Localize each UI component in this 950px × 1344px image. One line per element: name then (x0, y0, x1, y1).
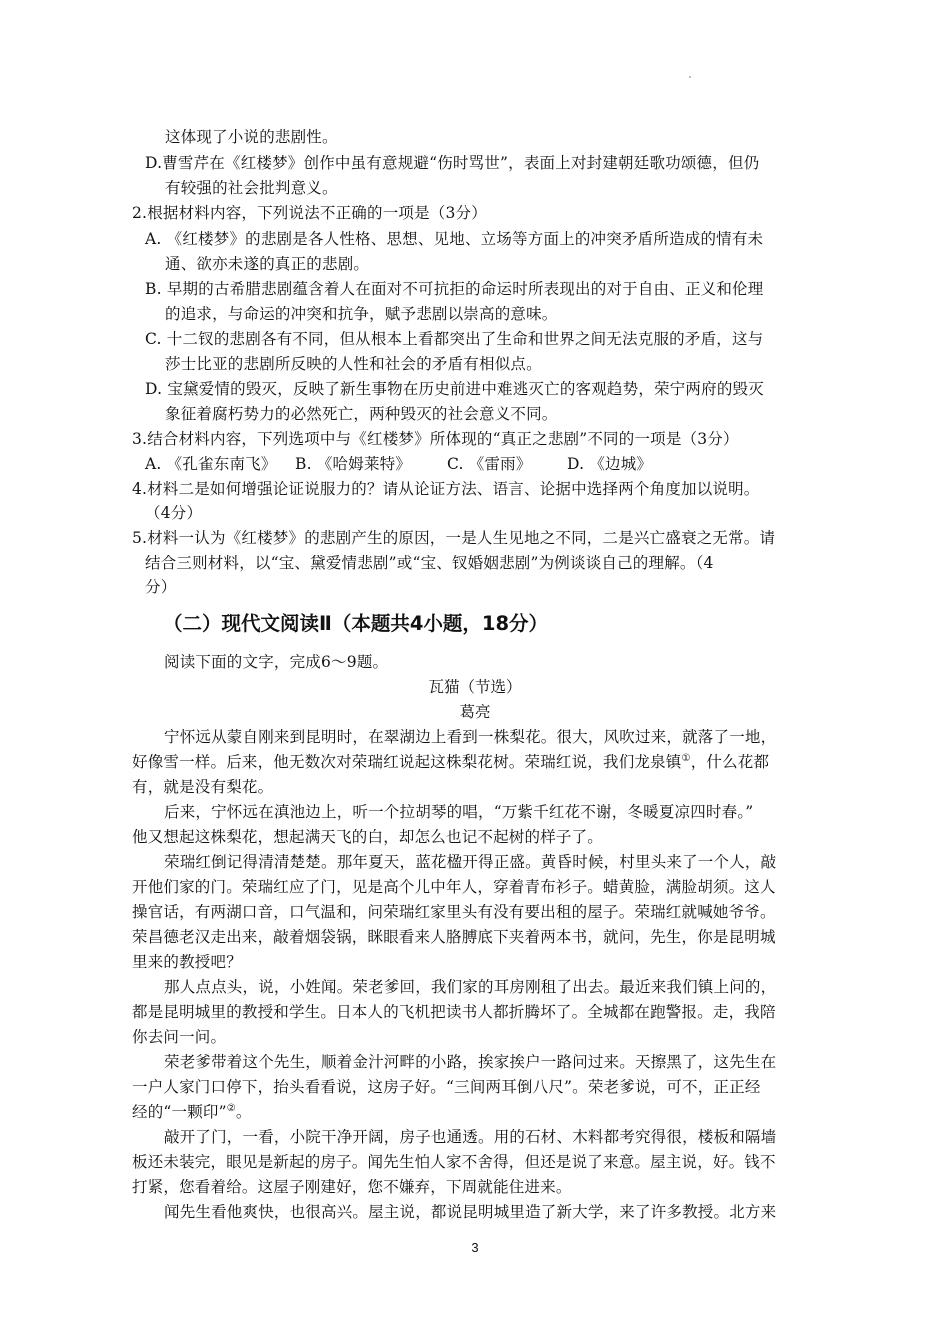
story-p3-line4: 荣昌德老汉走出来，敲着烟袋锅，眯眼看来人胳膊底下夹着两本书，就问，先生，你是昆明城 (132, 928, 776, 946)
footnote-marker-2: ② (226, 1102, 236, 1114)
q3-option-a: A. 《孔雀东南飞》 (145, 455, 277, 473)
story-p1-line2-text: 好像雪一样。后来，他无数次对荣瑞红说起这株梨花树。荣瑞红说，我们龙泉镇 (132, 753, 682, 771)
q2-option-c-line2: 莎士比亚的悲剧所反映的人性和社会的矛盾有相似点。 (165, 355, 542, 373)
story-p3-line1: 荣瑞红倒记得清清楚楚。那年夏天，蓝花楹开得正盛。黄昏时候，村里头来了一个人，敲 (164, 853, 777, 871)
q1-option-c-continuation: 这体现了小说的悲剧性。 (165, 128, 338, 146)
story-p2-line2: 他又想起这株梨花，想起满天飞的白，却怎么也记不起树的样子了。 (132, 828, 604, 846)
q2-option-d-line2: 象征着腐朽势力的必然死亡，两种毁灭的社会意义不同。 (165, 405, 558, 423)
story-p6-line1: 敲开了门，一看，小院干净开阔，房子也通透。用的石材、木料都考究得很，楼板和隔墙 (164, 1128, 777, 1146)
q3-option-b: B. 《哈姆莱特》 (295, 455, 412, 473)
q2-option-b-line1: B. 早期的古希腊悲剧蕴含着人在面对不可抗拒的命运时所表现出的对于自由、正义和伦理 (145, 280, 764, 298)
story-title: 瓦猫（节选） (428, 678, 522, 696)
story-author: 葛亮 (459, 703, 491, 721)
story-p5-line3 (132, 1102, 252, 1122)
story-p2-line1: 后来，宁怀远在滇池边上，听一个拉胡琴的唱，“万紫千红花不谢，冬暖夏凉四时春。” (164, 803, 754, 821)
q5-stem-line3: 分） (145, 578, 177, 596)
q2-option-b-line2: 的追求，与命运的冲突和抗争，赋予悲剧以崇高的意味。 (165, 305, 558, 323)
story-p1-line3: 有，就是没有梨花。 (132, 778, 274, 796)
story-p4-line1: 那人点点头，说，小姓闻。荣老爹回，我们家的耳房刚租了出去。最近来我们镇上问的， (164, 978, 777, 996)
q1-option-d-line1: D.曹雪芹在《红楼梦》创作中虽有意规避“伤时骂世”，表面上对封建朝廷歌功颂德，但仍 (145, 154, 760, 172)
q5-stem-line2: 结合三则材料，以“宝、黛爱情悲剧”或“宝、钗婚姻悲剧”为例谈谈自己的理解。（4 (145, 554, 714, 572)
story-p5-line1: 荣老爹带着这个先生，顺着金汁河畔的小路，挨家挨户一路问过来。天擦黑了，这先生在 (164, 1053, 777, 1071)
q3-option-c: C. 《雷雨》 (447, 455, 532, 473)
q3-options (145, 454, 652, 474)
q3-option-d: D. 《边城》 (567, 455, 653, 473)
q5-stem-line1: 5.材料一认为《红楼梦》的悲剧产生的原因，一是人生见地之不同，二是兴亡盛衰之无常。请 (132, 529, 776, 547)
page-number: 3 (471, 1240, 479, 1255)
story-p7-line1: 闻先生看他爽快，也很高兴。屋主说，都说昆明城里造了新大学，来了许多教授。北方来 (164, 1203, 777, 1221)
story-p3-line5: 里来的教授吧？ (132, 953, 242, 971)
q1-option-d-line2: 有较强的社会批判意义。 (165, 179, 338, 197)
footnote-marker-1: ① (681, 752, 691, 764)
q2-option-a-line1: A. 《红楼梦》的悲剧是各人性格、思想、见地、立场等方面上的冲突矛盾所造成的情有未 (145, 230, 764, 248)
story-p1-line2-tail: ，什么花都 (690, 753, 770, 771)
q4-stem-line2: （4分） (145, 504, 203, 522)
story-p3-line2: 开他们家的门。荣瑞红应了门，见是高个儿中年人，穿着青布衫子。蜡黄脸，满脸胡须。这人 (132, 878, 776, 896)
q2-stem: 2.根据材料内容，下列说法不正确的一项是（3分） (132, 204, 487, 222)
story-p1-line1: 宁怀远从蒙自刚来到昆明时，在翠湖边上看到一株梨花。很大，风吹过来，就落了一地， (164, 728, 777, 746)
story-p4-line2: 都是昆明城里的教授和学生。日本人的飞机把读书人都折腾坏了。全城都在跑警报。走，我陪 (132, 1003, 776, 1021)
q4-stem-line1: 4.材料二是如何增强论证说服力的？请从论证方法、语言、论据中选择两个角度加以说明。 (132, 480, 760, 498)
story-p3-line3: 操官话，有两湖口音，口气温和，问荣瑞红家里头有没有要出租的屋子。荣瑞红就喊她爷爷。 (132, 903, 776, 921)
q2-option-a-line2: 通、欲亦未遂的真正的悲剧。 (165, 255, 370, 273)
story-p6-line3: 打紧，您看着给。这屋子刚建好，您不嫌弃，下周就能住进来。 (132, 1178, 572, 1196)
q3-stem: 3.结合材料内容，下列选项中与《红楼梦》所体现的“真正之悲剧”不同的一项是（3分） (132, 430, 739, 448)
scan-speck (689, 76, 691, 78)
story-p4-line3: 你去问一问。 (132, 1028, 227, 1046)
story-p5-line2: 一户人家门口停下，抬头看看说，这房子好。“三间两耳倒八尺”。荣老爹说，可不，正正经 (132, 1078, 761, 1096)
story-p5-line3-tail: 。 (235, 1103, 252, 1121)
q2-option-d-line1: D. 宝黛爱情的毁灭，反映了新生事物在历史前进中难逃灭亡的客观趋势，荣宁两府的毁灭 (145, 380, 764, 398)
story-p6-line2: 板还未装完，眼见是新起的房子。闻先生怕人家不舍得，但还是说了来意。屋主说，好。钱不 (132, 1153, 776, 1171)
reading-instruction: 阅读下面的文字，完成6～9题。 (164, 653, 389, 671)
q2-option-c-line1: C. 十二钗的悲剧各有不同，但从根本上看都突出了生命和世界之间无法克服的矛盾，这与 (145, 330, 764, 348)
section-heading: （二）现代文阅读Ⅱ（本题共4小题，18分） (163, 612, 549, 635)
story-p5-line3-text: 经的“一颗印” (132, 1103, 227, 1121)
story-p1-line2 (132, 752, 769, 772)
